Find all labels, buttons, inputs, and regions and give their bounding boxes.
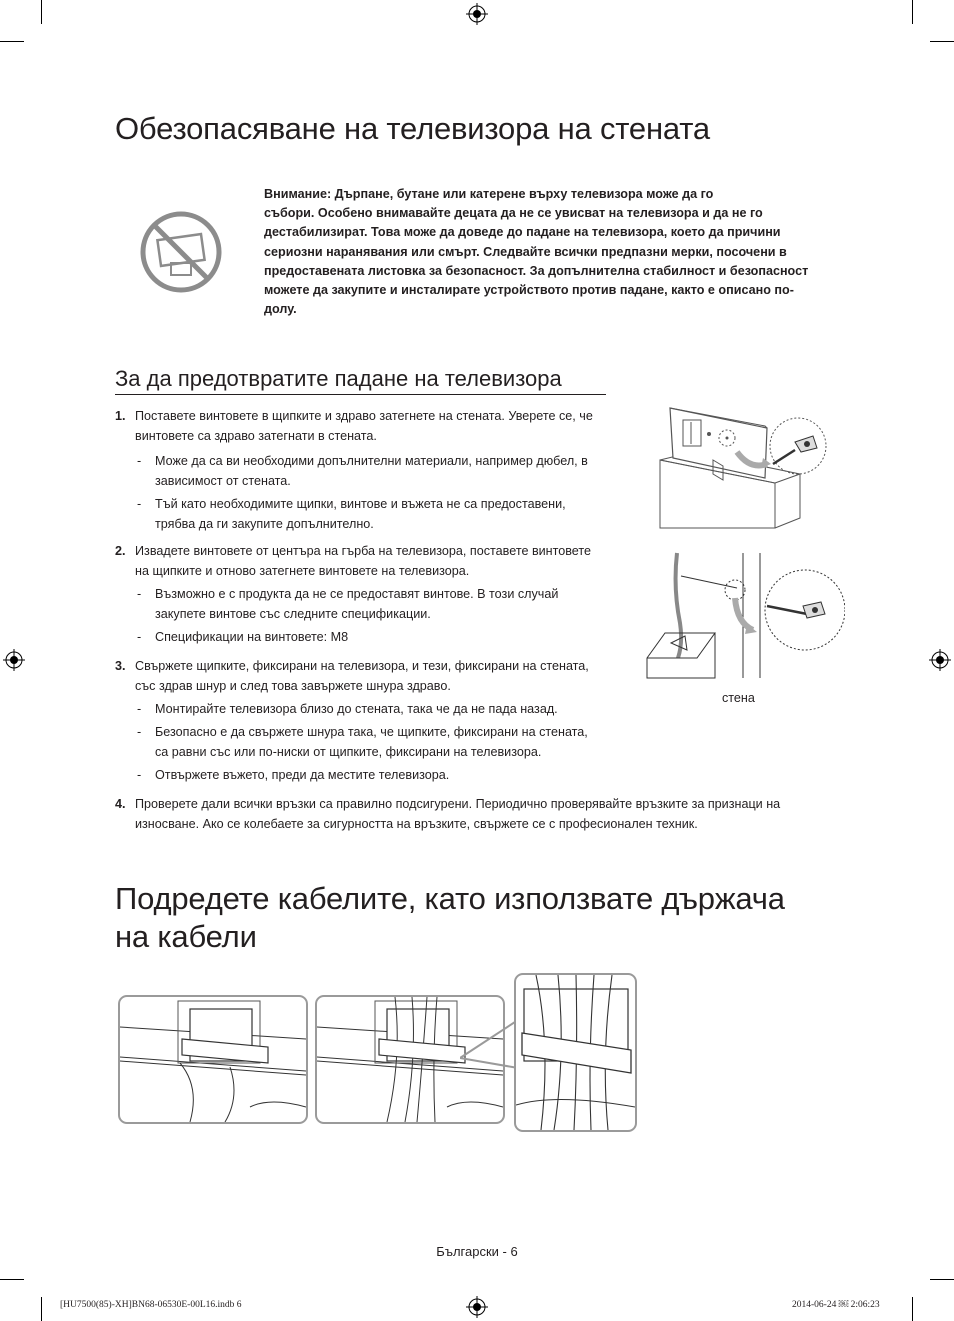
tv-wall-side-illustration: [645, 548, 845, 688]
registration-mark-icon: [466, 1296, 488, 1318]
print-slug-right: 2014-06-24 ￼ 2:06:23: [792, 1300, 880, 1310]
crop-mark: [930, 1279, 954, 1280]
cable-holder-detail-illustration: [516, 975, 635, 1130]
crop-mark: [930, 41, 954, 42]
crop-mark: [0, 1279, 24, 1280]
zoom-callout-lines: [460, 1018, 520, 1070]
crop-mark: [0, 41, 24, 42]
print-slug-left: [HU7500(85)-XH]BN68-06530E-00L16.indb 6: [60, 1300, 242, 1310]
registration-mark-icon: [3, 649, 25, 671]
no-climbing-warning-icon: [139, 210, 223, 294]
cable-holder-step-1-illustration: [120, 997, 306, 1122]
registration-mark-icon: [929, 649, 951, 671]
section-heading: За да предотвратите падане на телевизора: [115, 366, 562, 391]
cable-holder-step-1-panel: [118, 995, 308, 1124]
page-title: Обезопасяване на телевизора на стената: [115, 111, 710, 146]
crop-mark: [912, 0, 913, 24]
wall-label: стена: [722, 691, 755, 705]
crop-mark: [41, 0, 42, 24]
page-number: Български - 6: [436, 1244, 518, 1259]
cable-holder-detail-panel: [514, 973, 637, 1132]
crop-mark: [41, 1297, 42, 1321]
section-title-cable-holder: Подредете кабелите, като използвате държача на кабели: [115, 881, 785, 954]
heading-underline: [115, 394, 606, 395]
registration-mark-icon: [466, 3, 488, 25]
tv-back-clip-illustration: [655, 398, 845, 540]
crop-mark: [912, 1297, 913, 1321]
warning-text: Внимание: Дърпане, бутане или катерене върху телевизора може да го събори. Особено внимавайте децата да не се увисват на телевизора и да не го дестабилизират. Това може да доведе до падане на телевизора, което да причини сериозни наранявания или смърт. Следвайте всички предпазни мерки, посочени в предоставената листовка за безопасност. За допълнителна стабилност и безопасност можете да закупите и инсталирате устройството против падане, както е описано по- долу.: [264, 187, 809, 317]
